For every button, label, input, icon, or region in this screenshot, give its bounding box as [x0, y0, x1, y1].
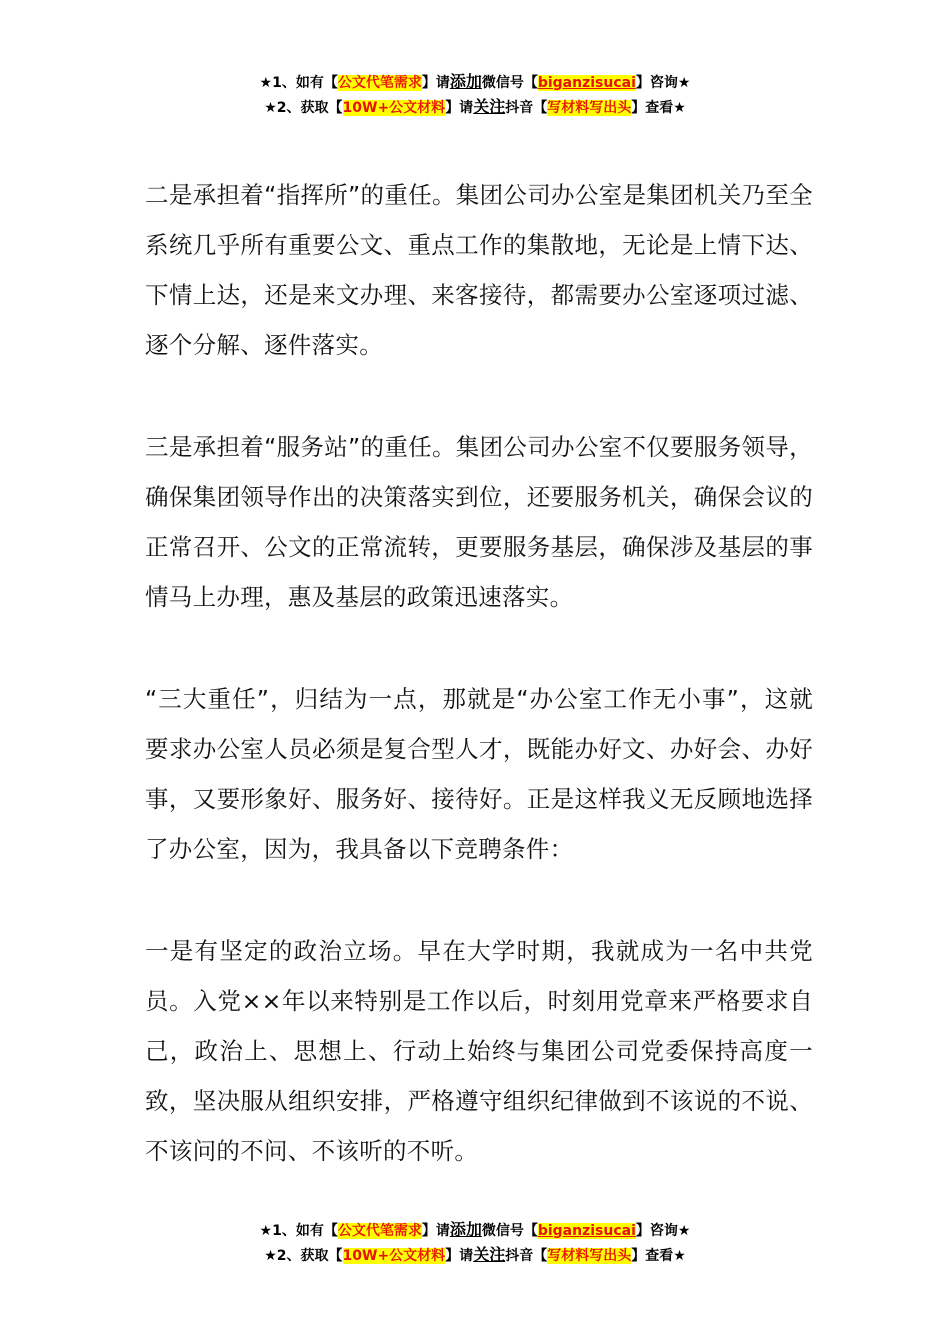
- promo-text: 微信号【: [481, 75, 538, 91]
- promo-text: 】请: [445, 1248, 474, 1264]
- promo-text: 】查看★: [631, 1248, 686, 1264]
- promo-line-1: [0, 1218, 950, 1243]
- promo-emphasis: 添加: [449, 72, 482, 91]
- promo-emphasis: 关注: [473, 97, 506, 116]
- paragraph-command-post: 二是承担着“指挥所”的重任。集团公司办公室是集团机关乃至全系统几乎所有重要公文、重点工作的集散地，无论是上情下达、下情上达，还是来文办理、来客接待，都需要办公室逐项过滤、逐个分解、逐件落实。: [145, 181, 813, 359]
- promo-text: 】查看★: [631, 100, 686, 116]
- promo-text: 微信号【: [481, 1223, 538, 1239]
- promo-text: 】咨询★: [635, 75, 691, 91]
- promo-text: 抖音【: [505, 100, 548, 116]
- promo-text: 】咨询★: [635, 1223, 691, 1239]
- promo-text: ★2、获取【: [264, 1248, 343, 1264]
- document-body: [145, 170, 813, 1228]
- promo-highlight-materials: 10W+公文材料: [342, 1248, 446, 1264]
- promo-text: 】请: [421, 75, 450, 91]
- promo-douyin-account: 写材料写出头: [547, 100, 632, 116]
- promo-text: 抖音【: [505, 1248, 548, 1264]
- promo-douyin-account: 写材料写出头: [547, 1248, 632, 1264]
- promo-text: ★2、获取【: [264, 100, 343, 116]
- promo-emphasis: 关注: [473, 1245, 506, 1264]
- promo-text: 】请: [421, 1223, 450, 1239]
- promo-text: 】请: [445, 100, 474, 116]
- promo-emphasis: 添加: [449, 1220, 482, 1239]
- paragraph-political-stance: 一是有坚定的政治立场。早在大学时期，我就成为一名中共党员。入党××年以来特别是工作以后，时刻用党章来严格要求自己，政治上、思想上、行动上始终与集团公司党委保持高度一致，坚决服从组织安排，严格遵守组织纪律做到不该说的不说、不该问的不问、不该听的不听。: [145, 937, 813, 1165]
- promo-wechat-id: biganzisucai: [537, 1223, 636, 1239]
- promo-highlight-materials: 10W+公文材料: [342, 100, 446, 116]
- promo-header: [0, 70, 950, 120]
- promo-footer: [0, 1218, 950, 1268]
- promo-text: ★1、如有【: [259, 75, 338, 91]
- promo-highlight-service: 公文代笔需求: [337, 1223, 422, 1239]
- promo-wechat-id: biganzisucai: [537, 75, 636, 91]
- paragraph-service-station: 三是承担着“服务站”的重任。集团公司办公室不仅要服务领导，确保集团领导作出的决策落实到位，还要服务机关，确保会议的正常召开、公文的正常流转，更要服务基层，确保涉及基层的事情马上办理，惠及基层的政策迅速落实。: [145, 433, 813, 611]
- promo-line-1: [0, 70, 950, 95]
- promo-text: ★1、如有【: [259, 1223, 338, 1239]
- promo-highlight-service: 公文代笔需求: [337, 75, 422, 91]
- promo-line-2: [0, 1243, 950, 1268]
- paragraph-three-duties: “三大重任”，归结为一点，那就是“办公室工作无小事”，这就要求办公室人员必须是复合型人才，既能办好文、办好会、办好事，又要形象好、服务好、接待好。正是这样我义无反顾地选择了办公室，因为，我具备以下竞聘条件：: [145, 685, 813, 863]
- promo-line-2: [0, 95, 950, 120]
